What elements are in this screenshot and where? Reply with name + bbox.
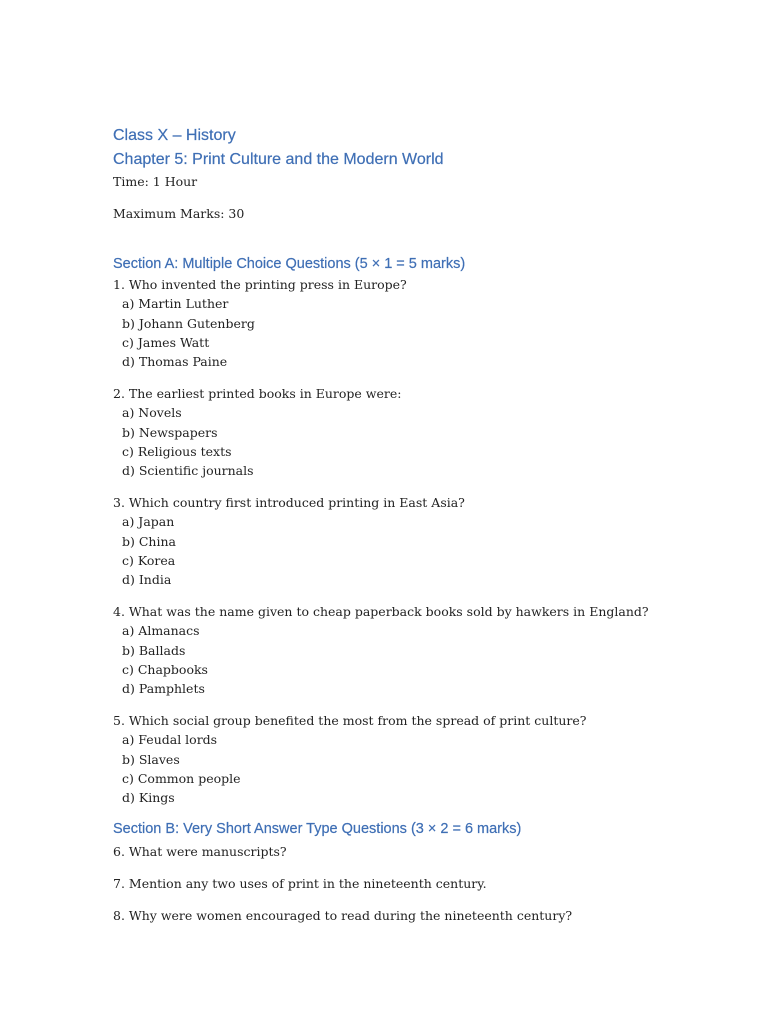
answer-option: d) Kings — [122, 790, 175, 806]
answer-option: b) China — [122, 533, 176, 549]
section-a-questions — [113, 275, 733, 807]
answer-option: b) Ballads — [122, 642, 186, 658]
short-answer-question: 8. Why were women encouraged to read during the nineteenth century? — [113, 908, 573, 924]
answer-option: c) Korea — [122, 552, 176, 568]
answer-option: d) Pamphlets — [122, 681, 205, 697]
answer-option: a) Martin Luther — [122, 296, 229, 312]
short-answer-question: 7. Mention any two uses of print in the nineteenth century. — [113, 876, 487, 892]
section-b-questions — [113, 842, 733, 925]
mcq-question — [113, 711, 733, 807]
short-answer-question: 6. What were manuscripts? — [113, 844, 287, 860]
answer-option: a) Feudal lords — [122, 732, 218, 748]
time-info: Time: 1 Hour — [113, 174, 198, 189]
answer-option: a) Japan — [122, 514, 175, 530]
question-text: 2. The earliest printed books in Europe were: — [113, 385, 402, 401]
answer-option: c) Common people — [122, 770, 241, 786]
max-marks-info: Maximum Marks: 30 — [113, 206, 245, 221]
chapter-title: Chapter 5: Print Culture and the Modern World — [113, 151, 444, 168]
section-b-title: Section B: Very Short Answer Type Questions (3 × 2 = 6 marks) — [113, 821, 522, 838]
answer-option: b) Slaves — [122, 751, 180, 767]
section-a-title: Section A: Multiple Choice Questions (5 × 1 = 5 marks) — [113, 256, 466, 272]
answer-option: d) Thomas Paine — [122, 354, 228, 370]
answer-option: a) Novels — [122, 405, 182, 421]
question-text: 5. Which social group benefited the most from the spread of print culture? — [113, 712, 587, 728]
answer-option: d) India — [122, 572, 172, 588]
question-text: 4. What was the name given to cheap paperback books sold by hawkers in England? — [113, 603, 649, 619]
answer-option: c) Chapbooks — [122, 661, 208, 677]
answer-option: c) Religious texts — [122, 443, 232, 459]
mcq-question — [113, 602, 733, 698]
question-text: 3. Which country first introduced printing in East Asia? — [113, 494, 465, 510]
answer-option: c) James Watt — [122, 334, 210, 350]
mcq-question — [113, 493, 733, 589]
mcq-question — [113, 384, 733, 480]
answer-option: a) Almanacs — [122, 623, 200, 639]
document-page — [113, 124, 733, 925]
question-text: 1. Who invented the printing press in Europe? — [113, 277, 407, 292]
class-title: Class X – History — [113, 127, 236, 144]
answer-option: d) Scientific journals — [122, 463, 254, 479]
answer-option: b) Newspapers — [122, 424, 218, 440]
answer-option: b) Johann Gutenberg — [122, 315, 255, 331]
mcq-question — [113, 275, 733, 371]
